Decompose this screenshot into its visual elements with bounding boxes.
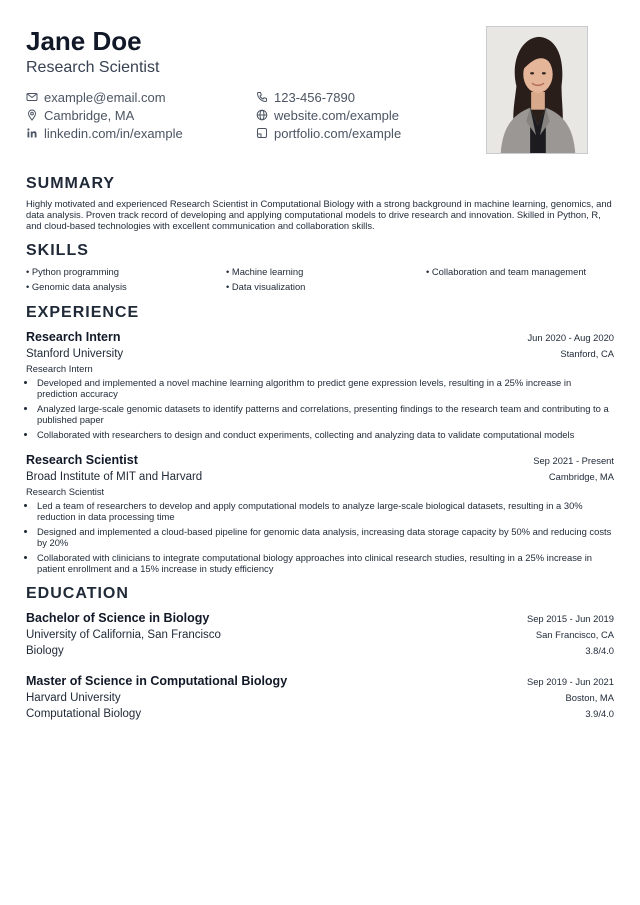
education-dates: Sep 2019 - Jun 2021 xyxy=(526,676,614,687)
experience-heading: EXPERIENCE xyxy=(26,304,140,321)
job-bullet: • Collaborated with researchers to design and conduct experiments, collecting and analyzing data to validate computational models xyxy=(37,429,614,440)
contact-location xyxy=(26,106,256,124)
job-entry xyxy=(26,329,614,440)
job-bullet: • Designed and implemented a cloud-based pipeline for genomic data analysis, increasing data storage capacity by 50% and reducing costs by 20% xyxy=(37,526,614,548)
summary-text: Highly motivated and experienced Research Scientist in Computational Biology with a strong background in machine learning, genomics, and data analysis. Proven track record of developing and applying computational models to drive research and innovation. Skilled in Python, R, and cloud-based technologies with excellent communication and collaboration skills. xyxy=(26,198,612,231)
job-location: Stanford, CA xyxy=(560,348,614,359)
skill-item: • Genomic data analysis xyxy=(26,281,226,293)
profile-photo xyxy=(486,26,588,154)
degree-title: Master of Science in Computational Biology xyxy=(26,674,288,688)
skills-list xyxy=(26,266,614,293)
job-role: Research Scientist xyxy=(26,486,105,497)
education-heading: EDUCATION xyxy=(26,585,129,602)
job-dates: Jun 2020 - Aug 2020 xyxy=(527,332,614,343)
school-name: University of California, San Francisco xyxy=(26,629,221,641)
field-of-study: Biology xyxy=(26,645,64,657)
skill-item: • Collaboration and team management xyxy=(426,266,616,278)
skills-section xyxy=(26,241,614,293)
skills-heading: SKILLS xyxy=(26,242,89,259)
job-organization: Broad Institute of MIT and Harvard xyxy=(26,471,203,483)
candidate-title: Research Scientist xyxy=(26,59,160,76)
contact-email[interactable] xyxy=(26,88,256,106)
candidate-name: Jane Doe xyxy=(26,26,142,56)
resume-header xyxy=(26,26,614,156)
degree-title: Bachelor of Science in Biology xyxy=(26,611,210,625)
job-dates: Sep 2021 - Present xyxy=(533,455,614,466)
contact-phone-text: 123-456-7890 xyxy=(274,89,355,105)
gpa-value: 3.9/4.0 xyxy=(585,708,614,719)
skill-item: • Data visualization xyxy=(226,281,426,293)
skill-item: • Machine learning xyxy=(226,266,426,278)
job-bullet: • Collaborated with clinicians to integrate computational biology approaches into clinical research studies, resulting in a 25% increase in patient enrollment and a 15% increase in study efficiency xyxy=(37,552,614,574)
contact-website-text: website.com/example xyxy=(274,107,399,123)
contact-linkedin[interactable] xyxy=(26,124,256,142)
contact-portfolio[interactable] xyxy=(256,124,466,142)
education-section xyxy=(26,584,614,722)
education-entry xyxy=(26,610,614,659)
map-pin-icon xyxy=(26,109,38,121)
school-location: Boston, MA xyxy=(565,692,614,703)
education-entry xyxy=(26,673,614,722)
contact-email-text: example@email.com xyxy=(44,89,166,105)
job-title: Research Intern xyxy=(26,330,121,344)
job-bullet: • Developed and implemented a novel machine learning algorithm to predict gene expression levels, resulting in a 25% increase in prediction accuracy xyxy=(37,377,614,399)
contact-list xyxy=(26,88,466,142)
contact-portfolio-text: portfolio.com/example xyxy=(274,125,402,141)
job-organization: Stanford University xyxy=(26,348,124,360)
skill-item: • Python programming xyxy=(26,266,226,278)
summary-section xyxy=(26,174,614,231)
portfolio-icon xyxy=(256,127,268,139)
job-bullets xyxy=(26,377,614,440)
linkedin-icon xyxy=(26,127,38,139)
contact-website[interactable] xyxy=(256,106,466,124)
contact-location-text: Cambridge, MA xyxy=(44,107,135,123)
job-bullet: • Led a team of researchers to develop and apply computational models to analyze large-scale biological datasets, resulting in a 30% reduction in data processing time xyxy=(37,500,614,522)
globe-icon xyxy=(256,109,268,121)
mail-icon xyxy=(26,91,38,103)
gpa-value: 3.8/4.0 xyxy=(585,645,614,656)
job-bullets xyxy=(26,500,614,574)
summary-heading: SUMMARY xyxy=(26,175,116,192)
job-entry xyxy=(26,452,614,574)
education-dates: Sep 2015 - Jun 2019 xyxy=(526,613,614,624)
job-location: Cambridge, MA xyxy=(548,471,614,482)
experience-section xyxy=(26,303,614,574)
school-name: Harvard University xyxy=(26,692,121,704)
phone-icon xyxy=(256,91,268,103)
job-bullet: • Analyzed large-scale genomic datasets to identify patterns and correlations, presenting findings to the research team and contributing to a published paper xyxy=(37,403,614,425)
job-role: Research Intern xyxy=(26,363,93,374)
job-title: Research Scientist xyxy=(26,453,138,467)
field-of-study: Computational Biology xyxy=(26,708,142,720)
contact-phone[interactable] xyxy=(256,88,466,106)
contact-linkedin-text: linkedin.com/in/example xyxy=(44,125,183,141)
school-location: San Francisco, CA xyxy=(535,629,614,640)
